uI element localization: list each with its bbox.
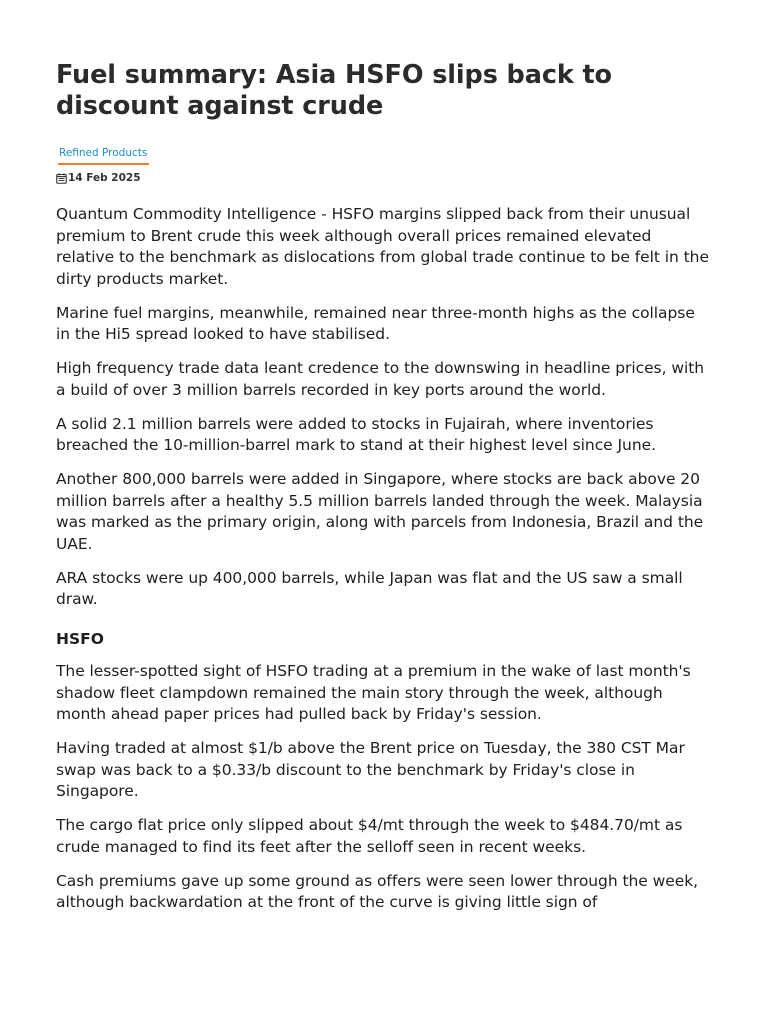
paragraph: Marine fuel margins, meanwhile, remained near three-month highs as the collapse in the Hi5 spread looked to have stabilised. [56,303,695,343]
category-link[interactable]: Refined Products [58,146,149,165]
date-text: 14 Feb 2025 [68,172,141,184]
paragraph: ARA stocks were up 400,000 barrels, while Japan was flat and the US saw a small draw. [56,568,683,608]
paragraph: Quantum Commodity Intelligence - HSFO margins slipped back from their unusual premium to Brent crude this week although overall prices remained elevated relative to the benchmark as dislocations from global trade continue to be felt in the dirty products market. [56,205,709,288]
paragraph: Another 800,000 barrels were added in Singapore, where stocks are back above 20 million barrels after a healthy 5.5 million barrels landed through the week. Malaysia was marked as the primary origin, along with parcels from Indonesia, Brazil and the UAE. [56,470,704,553]
category-row [58,141,712,165]
paragraph: A solid 2.1 million barrels were added to stocks in Fujairah, where inventories breached the 10-million-barrel mark to stand at their highest level since June. [56,414,656,454]
article-title: Fuel summary: Asia HSFO slips back to discount against crude [56,60,612,121]
paragraph: Cash premiums gave up some ground as offers were seen lower through the week, although backwardation at the front of the curve is giving little sign of [56,871,699,911]
paragraph: High frequency trade data leant credence to the downswing in headline prices, with a build of over 3 million barrels recorded in key ports around the world. [56,359,705,399]
paragraph: The cargo flat price only slipped about $4/mt through the week to $484.70/mt as crude managed to find its feet after the selloff seen in recent weeks. [56,816,683,856]
section-heading: HSFO [56,629,104,648]
paragraph: The lesser-spotted sight of HSFO trading at a premium in the wake of last month's shadow fleet clampdown remained the main story through the week, although month ahead paper prices had pulled back by Friday's session. [56,662,691,723]
publish-date [56,171,712,185]
calendar-icon [56,173,68,184]
paragraph: Having traded at almost $1/b above the Brent price on Tuesday, the 380 CST Mar swap was back to a $0.33/b discount to the benchmark by Friday's close in Singapore. [56,739,685,800]
article-body [56,204,712,914]
